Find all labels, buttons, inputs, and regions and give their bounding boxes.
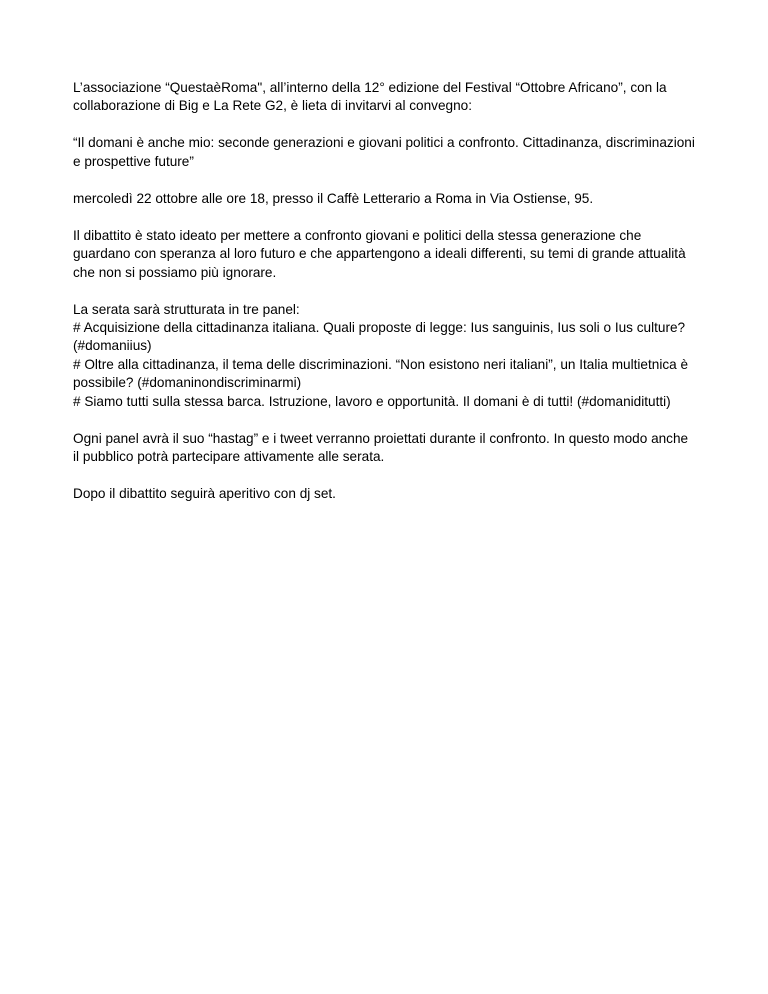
text-line: e prospettive future”: [73, 153, 194, 169]
intro-paragraph: [73, 79, 705, 116]
text-line: Ogni panel avrà il suo “hastag” e i tweet verranno proiettati durante il confronto. In questo modo anche: [73, 430, 689, 446]
text-line: mercoledì 22 ottobre alle ore 18, presso il Caffè Letterario a Roma in Via Ostiense, 95.: [73, 190, 594, 206]
document-page: [73, 79, 705, 522]
panels-heading: La serata sarà strutturata in tre panel:: [73, 301, 300, 317]
panels-paragraph: [73, 301, 705, 411]
hashtag-paragraph: [73, 430, 705, 467]
text-line: il pubblico potrà partecipare attivamente alle serata.: [73, 449, 385, 465]
closing-paragraph: [73, 485, 705, 503]
event-title-paragraph: [73, 134, 705, 171]
panel-item: # Oltre alla cittadinanza, il tema delle discriminazioni. “Non esistono neri italiani”, un Italia multietnica è: [73, 356, 689, 372]
text-line: guardano con speranza al loro futuro e che appartengono a ideali differenti, su temi di grande attualità: [73, 246, 686, 262]
text-line: L’associazione “QuestaèRoma", all’interno della 12° edizione del Festival “Ottobre Africano”, con la: [73, 80, 667, 95]
text-line: “Il domani è anche mio: seconde generazioni e giovani politici a confronto. Cittadinanza, discriminazioni: [73, 135, 695, 151]
panel-item: # Acquisizione della cittadinanza italiana. Quali proposte di legge: Ius sanguinis, Ius soli o Ius culture?: [73, 320, 686, 336]
text-line: collaborazione di Big e La Rete G2, è lieta di invitarvi al convegno:: [73, 98, 472, 114]
text-line: Il dibattito è stato ideato per mettere a confronto giovani e politici della stessa generazione che: [73, 227, 642, 243]
text-line: Dopo il dibattito seguirà aperitivo con dj set.: [73, 486, 336, 502]
text-line: che non si possiamo più ignorare.: [73, 264, 277, 280]
description-paragraph: [73, 227, 705, 282]
panel-item: (#domaniius): [73, 338, 152, 354]
date-location-paragraph: [73, 190, 705, 208]
panel-item: # Siamo tutti sulla stessa barca. Istruzione, lavoro e opportunità. Il domani è di tutti! (#domaniditutti): [73, 393, 671, 409]
panel-item: possibile? (#domaninondiscriminarmi): [73, 375, 302, 391]
